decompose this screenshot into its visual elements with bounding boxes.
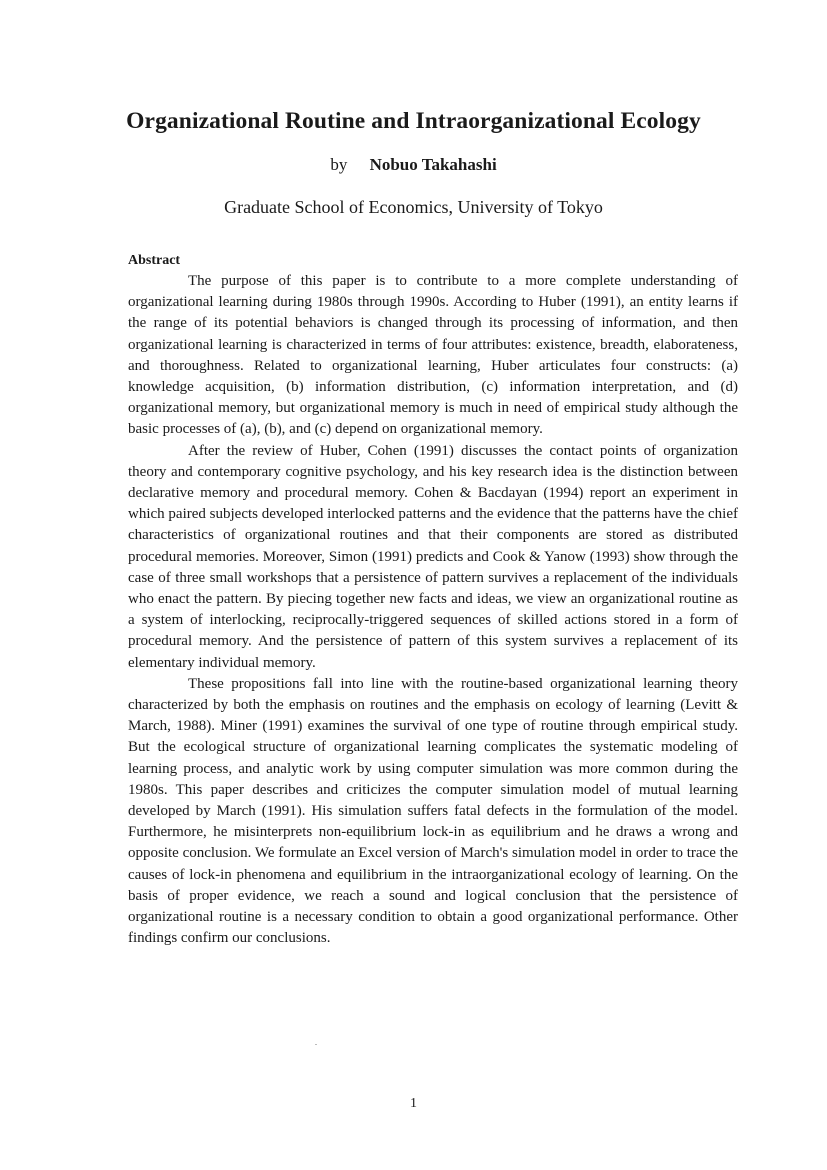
author-name: Nobuo Takahashi [369, 155, 497, 174]
byline-by: by [330, 155, 348, 174]
abstract-section [128, 252, 738, 950]
author-affiliation: Graduate School of Economics, University of Tokyo [224, 197, 603, 217]
abstract-heading: Abstract [128, 253, 181, 268]
paper-title: Organizational Routine and Intraorganizational Ecology [126, 108, 701, 134]
abstract-paragraph: After the review of Huber, Cohen (1991) discusses the contact points of organization theory and contemporary cognitive psychology, and his key research idea is the distinction between declarative memory and procedural memory. Cohen & Bacdayan (1994) report an experiment in which paired subjects developed interlocked patterns and the evidence that the patterns have the chief characteristics of organizational routines and that their components are stored as distributed procedural memories. Moreover, Simon (1991) predicts and Cook & Yanow (1993) show through the case of three small workshops that a persistence of pattern survives a replacement of the individuals who enact the pattern. By piecing together new facts and ideas, we view an organizational routine as a system of interlocking, reciprocally-triggered sequences of skilled actions stored in a form of procedural memory. And the persistence of pattern of this system survives a replacement of its elementary individual memory. [128, 442, 738, 671]
abstract-paragraph: These propositions fall into line with the routine-based organizational learning theory characterized by both the emphasis on routines and the emphasis on ecology of learning (Levitt & March, 1988). Miner (1991) examines the survival of one type of routine through empirical study. But the ecological structure of organizational learning complicates the systematic modeling of learning process, and analytic work by using computer simulation was more common during the 1980s. This paper describes and criticizes the computer simulation model of mutual learning developed by March (1991). His simulation suffers fatal defects in the formulation of the model. Furthermore, he misinterprets non-equilibrium lock-in as equilibrium and he draws a wrong and opposite conclusion. We formulate an Excel version of March's simulation model in order to trace the causes of lock-in phenomena and equilibrium in the intraorganizational ecology of learning. On the basis of proper evidence, we reach a sound and logical conclusion that the persistence of organizational routine is a necessary condition to obtain a good organizational performance. Other findings confirm our conclusions. [128, 675, 738, 947]
abstract-paragraph: The purpose of this paper is to contribute to a more complete understanding of organizational learning during 1980s through 1990s. According to Huber (1991), an entity learns if the range of its potential behaviors is changed through its processing of information, and then organizational learning is characterized in terms of four attributes: existence, breadth, elaborateness, and thoroughness. Related to organizational learning, Huber articulates four constructs: (a) knowledge acquisition, (b) information distribution, (c) information interpretation, and (d) organizational memory, but organizational memory is much in need of empirical study although the basic processes of (a), (b), and (c) depend on organizational memory. [128, 273, 738, 438]
page-number: 1 [410, 1096, 417, 1111]
byline [0, 155, 827, 175]
scan-speck [315, 1044, 317, 1045]
